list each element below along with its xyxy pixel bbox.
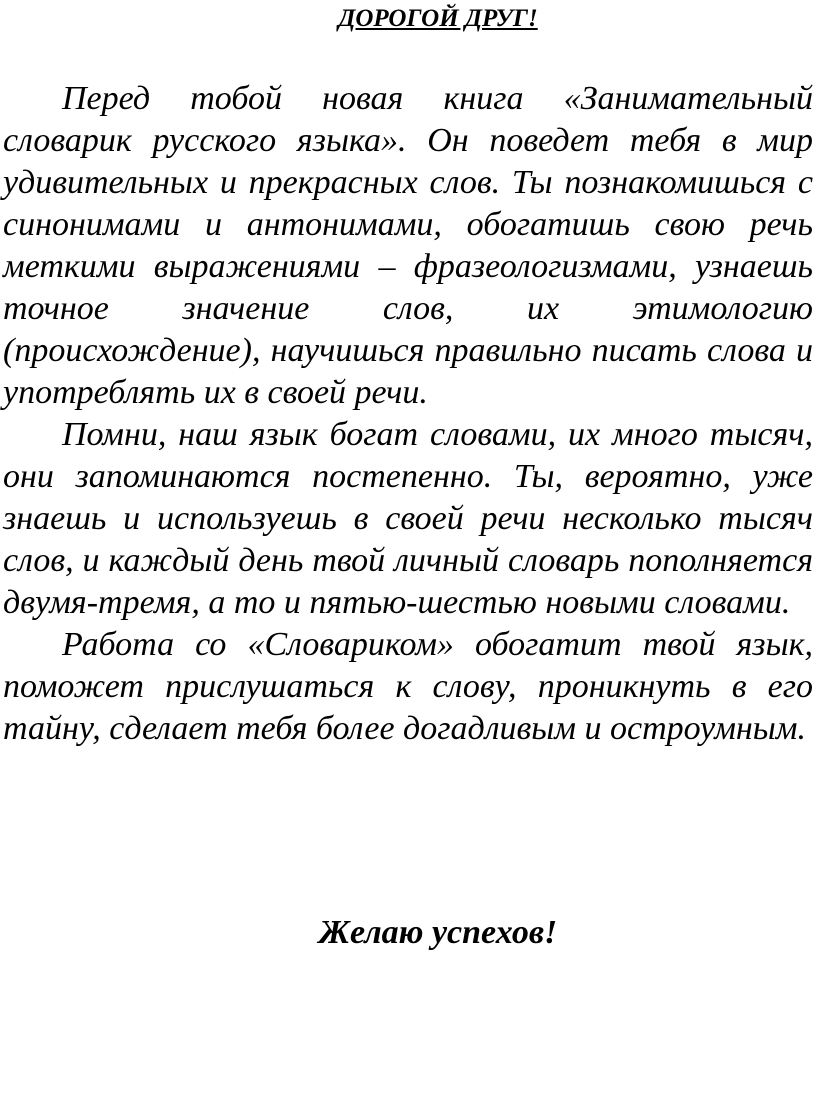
closing-line: Желаю успехов!	[318, 914, 558, 951]
letter-body	[3, 78, 813, 750]
paragraph: Помни, наш язык богат словами, их много тысяч, они запоминаются постепенно. Ты, вероятно, уже знаешь и используешь в своей речи несколько тысяч слов, и каждый день твой личный словарь пополняется двумя-тремя, а то и пятью-шестью новыми словами.	[3, 416, 813, 621]
paragraph: Перед тобой новая книга «Занимательный словарик русского языка». Он поведет тебя в мир удивительных и прекрасных слов. Ты познакомишься с синонимами и антонимами, обогатишь свою речь меткими выражениями – фразеологизмами, узнаешь точное значение слов, их этимологию (происхождение), научишься правильно писать слова и употреблять их в своей речи.	[3, 80, 813, 411]
page-title: ДОРОГОЙ ДРУГ!	[338, 5, 538, 32]
paragraph: Работа со «Словариком» обогатит твой язык, поможет прислушаться к слову, проникнуть в его тайну, сделает тебя более догадливым и остроумным.	[3, 626, 813, 747]
